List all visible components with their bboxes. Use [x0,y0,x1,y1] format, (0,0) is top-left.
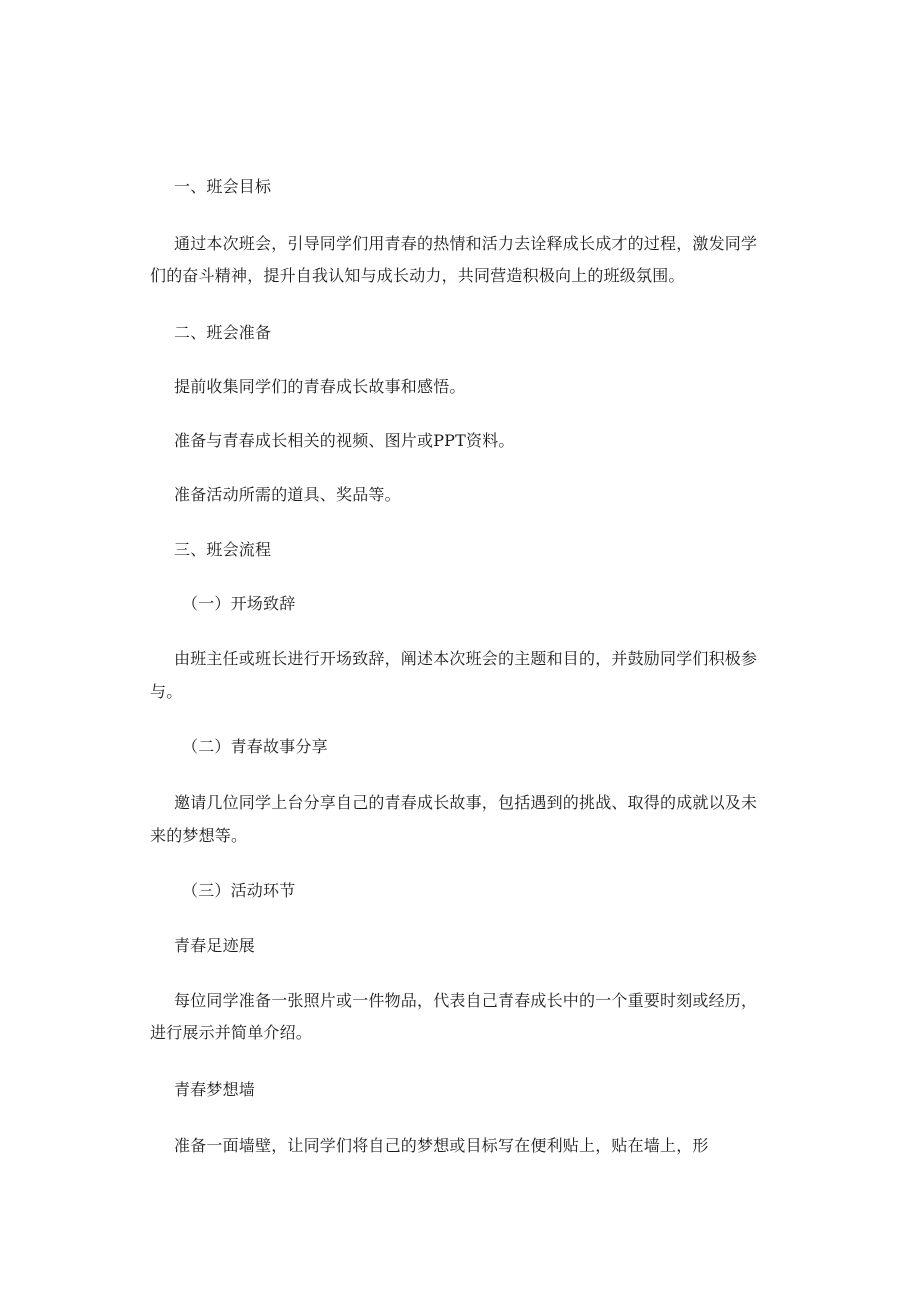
paragraph-opening-line-1: 由班主任或班长进行开场致辞，阐述本次班会的主题和目的，并鼓励同学们积极参 [174,649,758,668]
paragraph-stories-line-1: 邀请几位同学上台分享自己的青春成长故事，包括遇到的挑战、取得的成就以及未 [174,793,758,812]
subsection-heading-activities: （三）活动环节 [182,881,296,900]
section-heading-process: 三、班会流程 [174,540,272,559]
preparation-item-3: 准备活动所需的道具、奖品等。 [174,485,401,504]
paragraph-stories-line-2: 来的梦想等。 [150,826,248,845]
activity-title-dream-wall: 青春梦想墙 [174,1080,256,1099]
section-heading-preparation: 二、班会准备 [174,323,272,342]
subsection-heading-opening: （一）开场致辞 [182,594,296,613]
paragraph-goals-line-1: 通过本次班会，引导同学们用青春的热情和活力去诠释成长成才的过程，激发同学 [174,234,758,253]
subsection-heading-stories: （二）青春故事分享 [182,737,328,756]
paragraph-footprints-line-2: 进行展示并简单介绍。 [150,1023,313,1042]
preparation-item-1: 提前收集同学们的青春成长故事和感悟。 [174,377,466,396]
paragraph-opening-line-2: 与。 [150,682,183,701]
activity-title-footprints: 青春足迹展 [174,936,256,955]
preparation-item-2: 准备与青春成长相关的视频、图片或PPT资料。 [174,431,515,450]
paragraph-footprints-line-1: 每位同学准备一张照片或一件物品，代表自己青春成长中的一个重要时刻或经历， [174,991,758,1010]
paragraph-dream-wall-line-1: 准备一面墙壁，让同学们将自己的梦想或目标写在便利贴上，贴在墙上，形 [174,1136,709,1155]
paragraph-goals-line-2: 们的奋斗精神，提升自我认知与成长动力，共同营造积极向上的班级氛围。 [150,266,685,285]
section-heading-goals: 一、班会目标 [174,177,272,196]
